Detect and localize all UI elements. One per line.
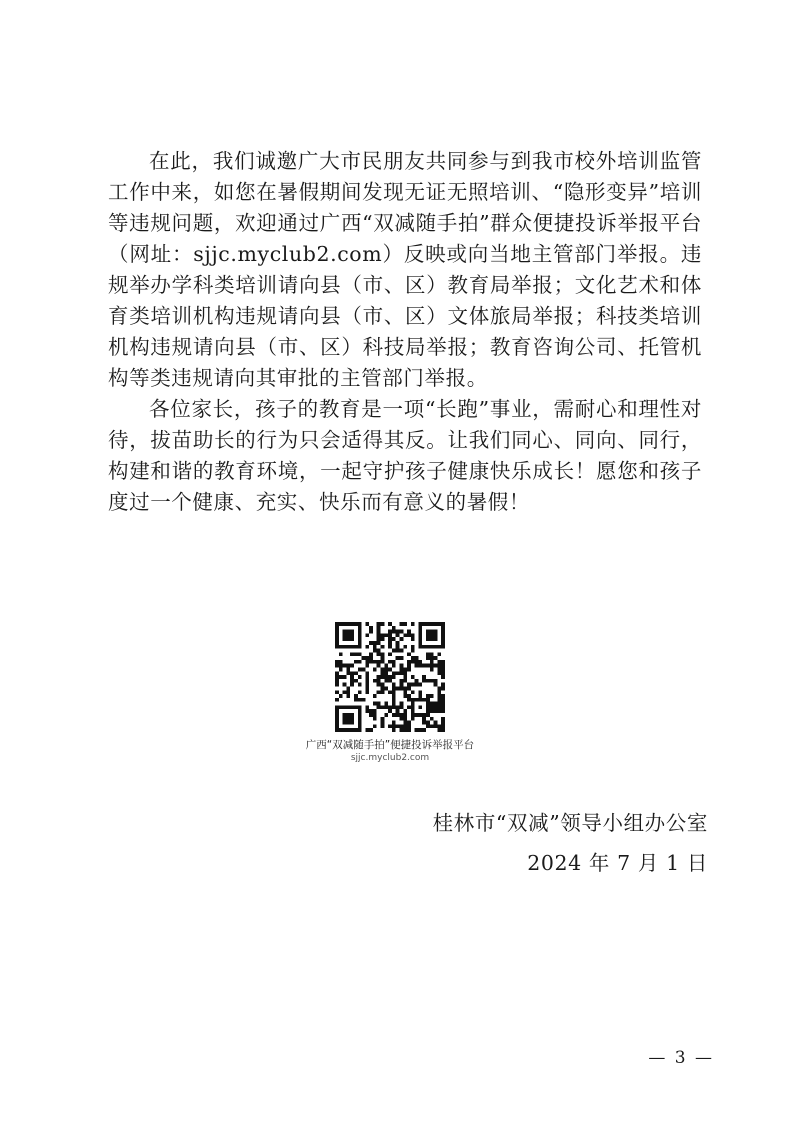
signature-org: 桂林市“双减”领导小组办公室	[432, 811, 708, 835]
body-text	[108, 146, 702, 518]
paragraph-2: 各位家长，孩子的教育是一项“长跑”事业，需耐心和理性对待，拔苗助长的行为只会适得其反。让我们同心、同向、同行，构建和谐的教育环境，一起守护孩子健康快乐成长！愿您和孩子度过一个健康、充实、快乐而有意义的暑假！	[108, 397, 702, 514]
signature-date: 2024 年 7 月 1 日	[527, 851, 708, 875]
qr-caption: 广西“双减随手拍”便捷投诉举报平台	[305, 739, 475, 751]
paragraph-1: 在此，我们诚邀广大市民朋友共同参与到我市校外培训监管工作中来，如您在暑假期间发现无证无照培训、“隐形变异”培训等违规问题，欢迎通过广西“双减随手拍”群众便捷投诉举报平台（网址：sjjc.myclub2.com）反映或向当地主管部门举报。违规举办学科类培训请向县（市、区）教育局举报；文化艺术和体育类培训机构违规请向县（市、区）文体旅局举报；科技类培训机构违规请向县（市、区）科技局举报；教育咨询公司、托管机构等类违规请向其审批的主管部门举报。	[108, 149, 702, 390]
qr-url: sjjc.myclub2.com	[350, 753, 430, 763]
qr-block	[300, 612, 480, 777]
signature-block	[433, 803, 708, 883]
qr-code-icon	[335, 622, 445, 732]
page-number: — 3 —	[648, 1048, 714, 1068]
